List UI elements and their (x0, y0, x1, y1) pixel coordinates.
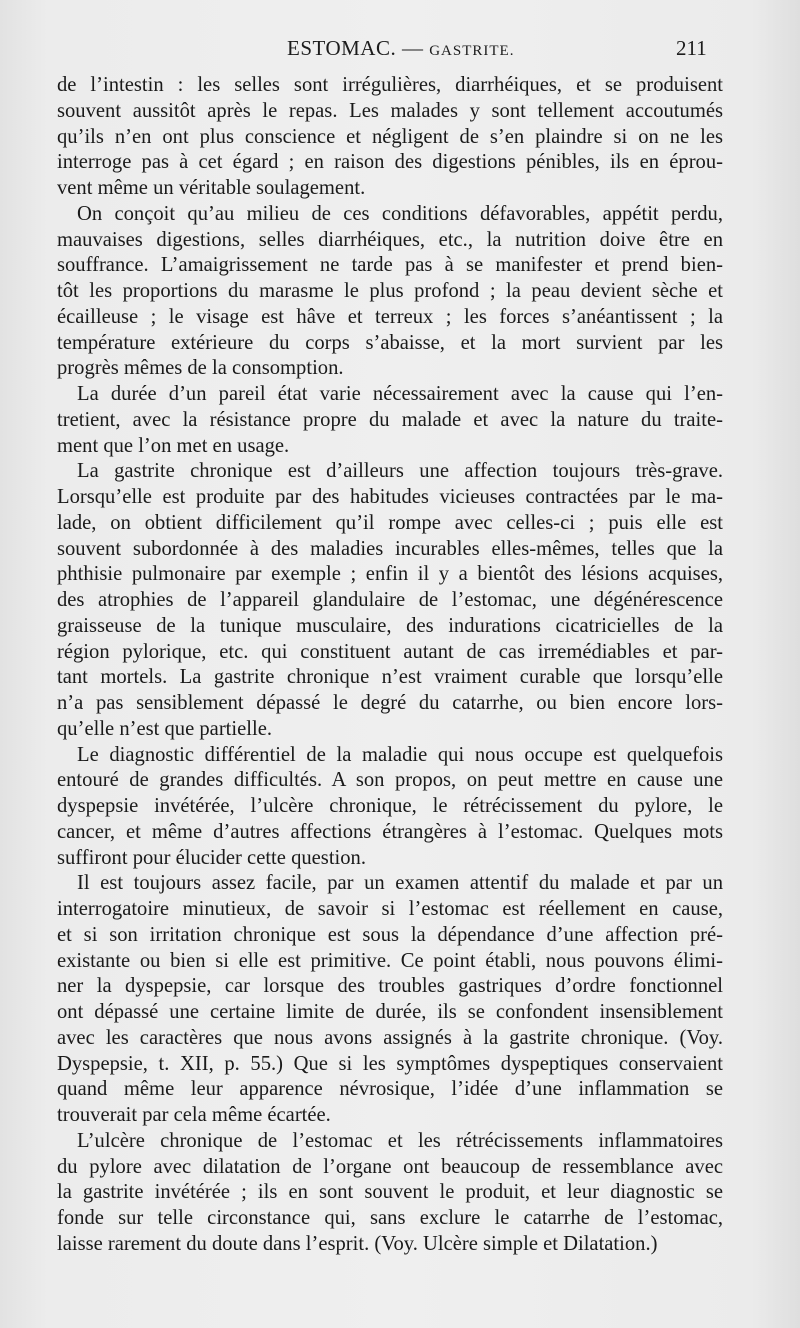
text-line: souvent subordonnée à des maladies incurables elles-mêmes, telles que la (57, 537, 723, 560)
text-line: écailleuse ; le visage est hâve et terreux ; les forces s’anéantissent ; la (57, 305, 723, 328)
text-line: du pylore avec dilatation de l’organe ont beaucoup de ressemblance avec (57, 1155, 723, 1178)
body-text (57, 73, 723, 1258)
paragraph (57, 871, 723, 1129)
text-line: vent même un véritable soulagement. (57, 177, 366, 199)
text-line: La durée d’un pareil état varie nécessairement avec la cause qui l’en- (77, 383, 723, 405)
text-line: ner la dyspepsie, car lorsque des troubles gastriques d’ordre fonctionnel (57, 975, 723, 998)
paragraph (57, 382, 723, 459)
text-line: lade, on obtient difficilement qu’il rompe avec celles-ci ; puis elle est (57, 511, 723, 534)
text-line: progrès mêmes de la consomption. (57, 357, 344, 380)
text-line: Il est toujours assez facile, par un examen attentif du malade et par un (77, 872, 723, 895)
text-line: tôt les proportions du marasme le plus profond ; la peau devient sèche et (57, 280, 723, 302)
text-line: avec les caractères que nous avons assignés à la gastrite chronique. (Voy. (57, 1026, 723, 1049)
text-line: entouré de grandes difficultés. A son propos, on peut mettre en cause une (57, 769, 723, 792)
text-line: région pylorique, etc. qui constituent autant de cas irremédiables et par- (57, 640, 723, 663)
running-title-main: ESTOMAC. — (287, 36, 424, 60)
paragraph-continuation (57, 73, 723, 202)
text-line: graisseuse de la tunique musculaire, des indurations cicatricielles de la (57, 614, 723, 637)
text-line: Le diagnostic différentiel de la maladie qui nous occupe est quelquefois (77, 743, 723, 766)
text-line: température extérieure du corps s’abaisse, et la mort survient par les (57, 331, 723, 354)
text-line: qu’ils n’en ont plus conscience et négligent de s’en plaindre si on ne les (57, 125, 723, 148)
text-line: n’a pas sensiblement dépassé le degré du catarrhe, ou bien encore lors- (57, 692, 723, 714)
text-line: qu’elle n’est que partielle. (57, 717, 272, 740)
text-line: de l’intestin : les selles sont irrégulières, diarrhéiques, et se produisent (57, 74, 723, 96)
text-line: laisse rarement du doute dans l’esprit. (Voy. Ulcère simple et Dilatation.) (57, 1232, 658, 1255)
running-title (287, 36, 514, 61)
text-line: la gastrite invétérée ; ils en sont souvent le produit, et leur diagnostic se (57, 1181, 723, 1204)
text-line: ont dépassé une certaine limite de durée, ils se confondent insensiblement (57, 1001, 723, 1023)
text-line: dyspepsie invétérée, l’ulcère chronique, le rétrécissement du pylore, le (57, 795, 723, 817)
text-line: souvent aussitôt après le repas. Les malades y sont tellement accoutumés (57, 99, 723, 122)
text-line: fonde sur telle circonstance qui, sans exclure le catarrhe de l’estomac, (57, 1207, 723, 1229)
text-line: L’ulcère chronique de l’estomac et les rétrécissements inflammatoires (77, 1129, 723, 1152)
text-line: interroge pas à cet égard ; en raison des digestions pénibles, ils en éprou- (57, 151, 723, 174)
text-line: ment que l’on met en usage. (57, 434, 290, 457)
text-line: interrogatoire minutieux, de savoir si l’estomac est réellement en cause, (57, 898, 723, 920)
paragraph (57, 459, 723, 742)
running-header (0, 36, 800, 64)
text-line: tretient, avec la résistance propre du malade et avec la nature du traite- (57, 408, 723, 431)
running-title-sub: GASTRITE. (429, 43, 515, 59)
text-line: Lorsqu’elle est produite par des habitudes vicieuses contractées par le ma- (57, 486, 723, 508)
text-line: des atrophies de l’appareil glandulaire de l’estomac, une dégénérescence (57, 589, 723, 611)
paragraph (57, 743, 723, 872)
text-line: La gastrite chronique est d’ailleurs une affection toujours très-grave. (77, 460, 723, 483)
text-line: tant mortels. La gastrite chronique n’est vraiment curable que lorsqu’elle (57, 666, 723, 689)
text-line: mauvaises digestions, selles diarrhéiques, etc., la nutrition doive être en (57, 228, 723, 251)
page-number: 211 (676, 36, 707, 60)
text-line: et si son irritation chronique est sous la dépendance d’une affection pré- (57, 923, 723, 946)
text-line: suffiront pour élucider cette question. (57, 846, 367, 869)
text-line: On conçoit qu’au milieu de ces conditions défavorables, appétit perdu, (77, 202, 723, 225)
text-line: quand même leur apparence névrosique, l’idée d’une inflammation se (57, 1078, 723, 1101)
text-line: Dyspepsie, t. XII, p. 55.) Que si les symptômes dyspeptiques conservaient (57, 1052, 723, 1075)
paragraph (57, 202, 723, 382)
text-line: cancer, et même d’autres affections étrangères à l’estomac. Quelques mots (57, 820, 723, 843)
text-line: existante ou bien si elle est primitive. Ce point établi, nous pouvons élimi- (57, 949, 723, 972)
text-line: souffrance. L’amaigrissement ne tarde pas à se manifester et prend bien- (57, 254, 723, 277)
paragraph (57, 1129, 723, 1258)
text-line: phthisie pulmonaire par exemple ; enfin il y a bientôt des lésions acquises, (57, 563, 723, 586)
text-line: trouverait par cela même écartée. (57, 1104, 331, 1126)
